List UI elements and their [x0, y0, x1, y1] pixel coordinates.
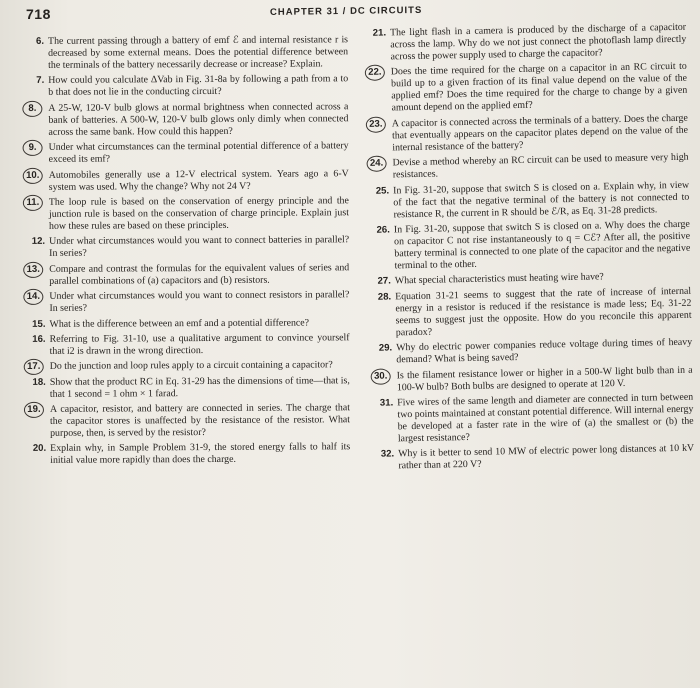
- question-number: 31.: [379, 397, 394, 409]
- question-number: 12.: [31, 236, 46, 248]
- question-text: Do the junction and loop rules apply to a circuit containing a capacitor?: [49, 359, 333, 373]
- question-text: Under what circumstances can the terminal potential difference of a battery exceed its emf?: [48, 140, 349, 166]
- left-column: [18, 34, 350, 471]
- question-number: 17.: [24, 359, 44, 375]
- question-text: What special characteristics must heating wire have?: [394, 271, 604, 287]
- question-number: 22.: [365, 65, 385, 81]
- question-number: 27.: [377, 275, 391, 288]
- question-23: [362, 113, 689, 155]
- question-number: 13.: [23, 262, 43, 278]
- question-text: Compare and contrast the formulas for the equivalent values of series and parallel combinations of (a) capacitors and (b) resistors.: [49, 262, 350, 287]
- question-8: [18, 101, 348, 139]
- question-number: 25.: [375, 185, 390, 197]
- question-text: How could you calculate ΔVab in Fig. 31-8a by following a path from a to b that does not lie in the conducting circuit?: [48, 73, 349, 99]
- question-text: Devise a method whereby an RC circuit can be used to measure very high resistances.: [392, 151, 689, 181]
- question-25: [363, 179, 690, 221]
- question-number: 19.: [24, 402, 44, 418]
- question-number: 29.: [378, 342, 393, 354]
- question-28: [365, 285, 692, 339]
- question-number: 8.: [22, 101, 42, 117]
- question-24: [362, 152, 688, 182]
- question-31: [367, 392, 694, 446]
- question-text: Explain why, in Sample Problem 31-9, the stored energy falls to half its initial value more rapidly than does the charge.: [50, 441, 351, 467]
- question-text: A capacitor, resistor, and battery are connected in series. The charge that the capacitor stores is unaffected by the resistance of the resistor. What purpose, then, is served by the resistor?: [49, 402, 351, 439]
- question-number: 7.: [36, 75, 45, 87]
- question-text: Under what circumstances would you want to connect resistors in parallel? In series?: [49, 289, 350, 314]
- question-18: [20, 375, 350, 401]
- question-17: [20, 360, 350, 374]
- right-column: [360, 22, 695, 477]
- question-number: 18.: [32, 376, 46, 388]
- question-number: 32.: [380, 448, 395, 460]
- question-9: [19, 140, 349, 166]
- question-19: [20, 402, 350, 440]
- question-text: Five wires of the same length and diameter are connected in turn between two points maintained at constant potential difference. Will internal energy be developed at a faster rate in the wire of (a) the smallest or (b) the largest resistance?: [397, 391, 694, 445]
- question-number: 20.: [32, 443, 47, 455]
- question-text: The light flash in a camera is produced by the discharge of a capacitor across the lamp. Why do we not just connect the photoflash lamp directly across the power supply used to charge the capacitor?: [389, 21, 687, 63]
- question-32: [368, 443, 694, 473]
- question-22: [361, 61, 688, 115]
- question-text: Show that the product RC in Eq. 31-29 has the dimensions of time—that is, that 1 second = 1 ohm × 1 farad.: [49, 374, 350, 400]
- question-text: Referring to Fig. 31-10, use a qualitative argument to convince yourself that i2 is drawn in the wrong direction.: [49, 332, 350, 357]
- page-number: 718: [26, 6, 51, 22]
- question-number: 21.: [372, 27, 387, 39]
- question-text: The loop rule is based on the conservation of energy principle and the junction rule is based on the conservation of charge principle. Explain just how these rules are based on these principles.: [48, 195, 349, 232]
- question-15: [19, 317, 349, 331]
- question-text: Does the time required for the charge on a capacitor in an RC circuit to build up to a given fraction of its final value depend on the value of the applied emf? Does the time required for the charge to change by a given amount depend on the applied emf?: [390, 61, 688, 114]
- question-number: 9.: [23, 140, 43, 156]
- question-text: Equation 31-21 seems to suggest that the rate of increase of internal energy in a resistor is reduced if the resistance is made less; Eq. 31-22 seems to suggest just the opposite. How do you reconcile this apparent paradox?: [395, 285, 692, 339]
- question-text: Why do electric power companies reduce voltage during times of heavy demand? What is being saved?: [396, 336, 693, 366]
- question-number: 15.: [32, 318, 46, 330]
- question-number: 10.: [23, 167, 43, 183]
- question-16: [20, 332, 350, 358]
- question-number: 26.: [376, 224, 390, 236]
- question-text: Is the filament resistance lower or higher in a 500-W light bulb than in a 100-W bulb? Both bulbs are designed to operate at 120 V.: [396, 364, 693, 393]
- question-text: What is the difference between an emf and a potential difference?: [49, 316, 310, 330]
- question-text: A 25-W, 120-V bulb glows at normal brightness when connected across a bank of batteries. A 500-W, 120-V bulb glows only dimly when connected across the same bank. How could this happen?: [48, 101, 349, 138]
- question-number: 24.: [366, 156, 386, 172]
- question-10: [19, 168, 349, 194]
- question-text: A capacitor is connected across the terminals of a battery. Does the charge that eventually appears on the capacitor plates depend on the value of the internal resistance of the battery?: [391, 112, 689, 154]
- question-30: [367, 364, 693, 394]
- question-number: 28.: [377, 291, 392, 303]
- question-6: [18, 34, 348, 72]
- question-text: Why is it better to send 10 MW of electric power long distances at 10 kV rather than at 220 V?: [398, 442, 695, 472]
- question-11: [19, 195, 349, 233]
- question-number: 11.: [23, 195, 43, 211]
- question-number: 6.: [35, 35, 45, 47]
- question-13: [19, 262, 349, 288]
- question-7: [18, 74, 348, 100]
- question-21: [360, 22, 687, 64]
- question-26: [364, 219, 691, 273]
- question-number: 16.: [32, 333, 46, 345]
- question-text: The current passing through a battery of emf ℰ and internal resistance r is decreased by some external means. Does the potential difference between the terminals of the battery necessarily decrease or increase? Explain.: [47, 34, 349, 71]
- question-number: 23.: [366, 116, 386, 132]
- question-text: Automobiles generally use a 12-V electrical system. Years ago a 6-V system was used. Why the change? Why not 24 V?: [48, 167, 349, 193]
- question-14: [19, 289, 349, 315]
- question-29: [366, 337, 692, 367]
- question-number: 30.: [371, 368, 391, 384]
- chapter-title: CHAPTER 31 / DC CIRCUITS: [269, 4, 423, 18]
- question-text: Under what circumstances would you want to connect batteries in parallel? In series?: [49, 234, 350, 260]
- question-12: [19, 235, 349, 261]
- question-20: [20, 442, 350, 468]
- question-number: 14.: [23, 289, 43, 305]
- question-text: In Fig. 31-20, suppose that switch S is closed on a. Why does the charge on capacitor C not rise instantaneously to q = Cℰ? After all, the positive battery terminal is connected to one plate of the capacitor and the negative terminal to the other.: [393, 218, 691, 272]
- question-text: In Fig. 31-20, suppose that switch S is closed on a. Explain why, in view of the fact that the negative terminal of the battery is not connected to resistance R, the current in R should be ℰ/R, as Eq. 31-28 predicts.: [393, 179, 690, 220]
